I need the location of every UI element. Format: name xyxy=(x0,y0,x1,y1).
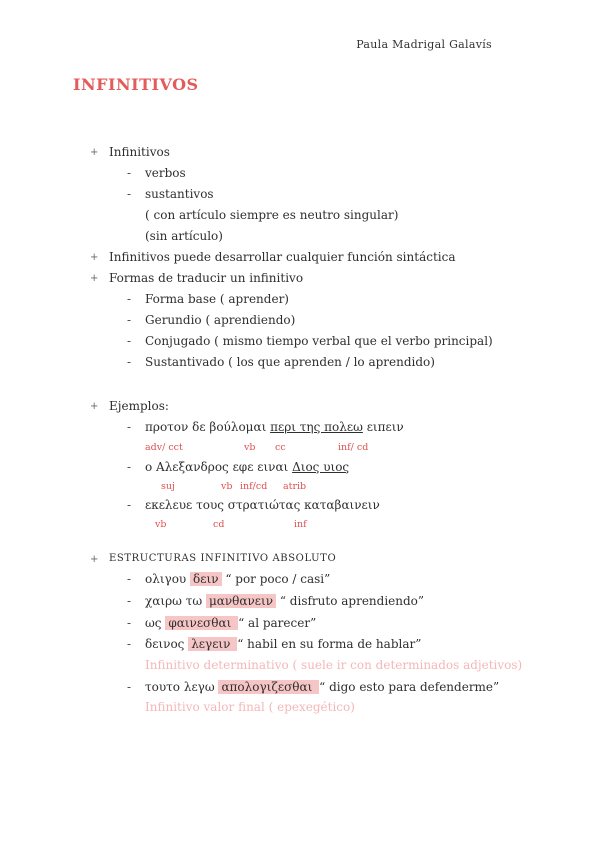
example-1-label: cc xyxy=(275,442,286,453)
highlighted-infinitive: λεγειν xyxy=(188,637,237,651)
dash-bullet-icon: - xyxy=(127,355,132,369)
translation-text: “ digo esto para defenderme” xyxy=(319,680,500,694)
author-name: Paula Madrigal Galavís xyxy=(356,38,492,51)
note-con-articulo: ( con artículo siempre es neutro singular) xyxy=(145,208,399,222)
example-1-label: vb xyxy=(244,442,256,453)
dash-bullet-icon: - xyxy=(127,313,132,327)
dash-bullet-icon: - xyxy=(127,637,132,651)
example-2-part-a: ο Αλεξανδρος εφε ειναι xyxy=(145,460,293,474)
example-2-label: atrib xyxy=(283,481,307,492)
list-item: Sustantivado ( los que aprenden / lo aprendido) xyxy=(145,355,435,369)
bullet-ejemplos: Ejemplos: xyxy=(109,399,169,413)
greek-text: χαιρω τω xyxy=(145,594,206,608)
list-item: Gerundio ( aprendiendo) xyxy=(145,313,296,327)
list-item: Forma base ( aprender) xyxy=(145,292,289,306)
example-1-greek xyxy=(145,420,404,434)
example-2-label: suj xyxy=(161,481,175,492)
example-2-label: vb xyxy=(221,481,233,492)
example-3-greek: εκελευε τους στρατιώτας καταβαινειν xyxy=(145,498,380,512)
translation-text: “ disfruto aprendiendo” xyxy=(276,594,425,608)
dash-bullet-icon: - xyxy=(127,420,132,434)
list-item xyxy=(145,637,421,651)
greek-text: ολιγου xyxy=(145,572,191,586)
bullet-estructuras: ESTRUCTURAS INFINITIVO ABSOLUTO xyxy=(109,553,337,564)
example-3-label: vb xyxy=(155,519,167,530)
example-2-part-b: Διος υιος xyxy=(292,460,350,474)
highlighted-infinitive: δειν xyxy=(190,572,221,586)
greek-text: τουτο λεγω xyxy=(145,680,219,694)
sub-item-sustantivos: sustantivos xyxy=(145,187,214,201)
list-item xyxy=(145,616,316,630)
faded-note-determinativo: Infinitivo determinativo ( suele ir con determinados adjetivos) xyxy=(145,658,523,672)
dash-bullet-icon: - xyxy=(127,572,132,586)
example-1-label: inf/ cd xyxy=(338,442,369,453)
dash-bullet-icon: - xyxy=(127,498,132,512)
example-2-label: inf/cd xyxy=(240,481,268,492)
note-sin-articulo: (sin artículo) xyxy=(145,229,223,243)
example-1-part-b: περι της πολεω xyxy=(270,420,363,434)
highlighted-infinitive: φαινεσθαι xyxy=(165,616,238,630)
list-item: Conjugado ( mismo tiempo verbal que el verbo principal) xyxy=(145,334,493,348)
plus-bullet-icon: + xyxy=(90,401,99,412)
translation-text: “ habil en su forma de hablar” xyxy=(237,637,422,651)
bullet-formas-traducir: Formas de traducir un infinitivo xyxy=(109,271,304,285)
dash-bullet-icon: - xyxy=(127,680,132,694)
list-item xyxy=(145,594,424,608)
example-2-greek xyxy=(145,460,349,474)
faded-note-valor-final: Infinitivo valor final ( epexegético) xyxy=(145,700,355,714)
dash-bullet-icon: - xyxy=(127,187,132,201)
list-item xyxy=(145,572,330,586)
example-3-label: cd xyxy=(213,519,225,530)
bullet-infinitivos: Infinitivos xyxy=(109,145,170,159)
dash-bullet-icon: - xyxy=(127,292,132,306)
plus-bullet-icon: + xyxy=(90,273,99,284)
greek-text: δεινος xyxy=(145,637,189,651)
highlighted-infinitive: μανθανειν xyxy=(206,594,276,608)
plus-bullet-icon: + xyxy=(90,252,99,263)
dash-bullet-icon: - xyxy=(127,334,132,348)
list-item xyxy=(145,680,499,694)
example-1-part-c: ειπειν xyxy=(362,420,404,434)
dash-bullet-icon: - xyxy=(127,460,132,474)
bullet-funcion-sintactica: Infinitivos puede desarrollar cualquier función sintáctica xyxy=(109,250,456,264)
translation-text: “ por poco / casi” xyxy=(221,572,331,586)
plus-bullet-icon: + xyxy=(90,147,99,158)
page-title: INFINITIVOS xyxy=(73,75,199,94)
sub-item-verbos: verbos xyxy=(145,166,186,180)
example-3-label: inf xyxy=(294,519,307,530)
dash-bullet-icon: - xyxy=(127,594,132,608)
plus-bullet-icon: + xyxy=(90,554,99,565)
dash-bullet-icon: - xyxy=(127,616,132,630)
greek-text: ως xyxy=(145,616,166,630)
example-1-part-a: προτον δε βούλομαι xyxy=(145,420,271,434)
example-1-label: adv/ cct xyxy=(145,442,183,453)
dash-bullet-icon: - xyxy=(127,166,132,180)
highlighted-infinitive: απολογιζεσθαι xyxy=(218,680,319,694)
translation-text: “ al parecer” xyxy=(238,616,317,630)
